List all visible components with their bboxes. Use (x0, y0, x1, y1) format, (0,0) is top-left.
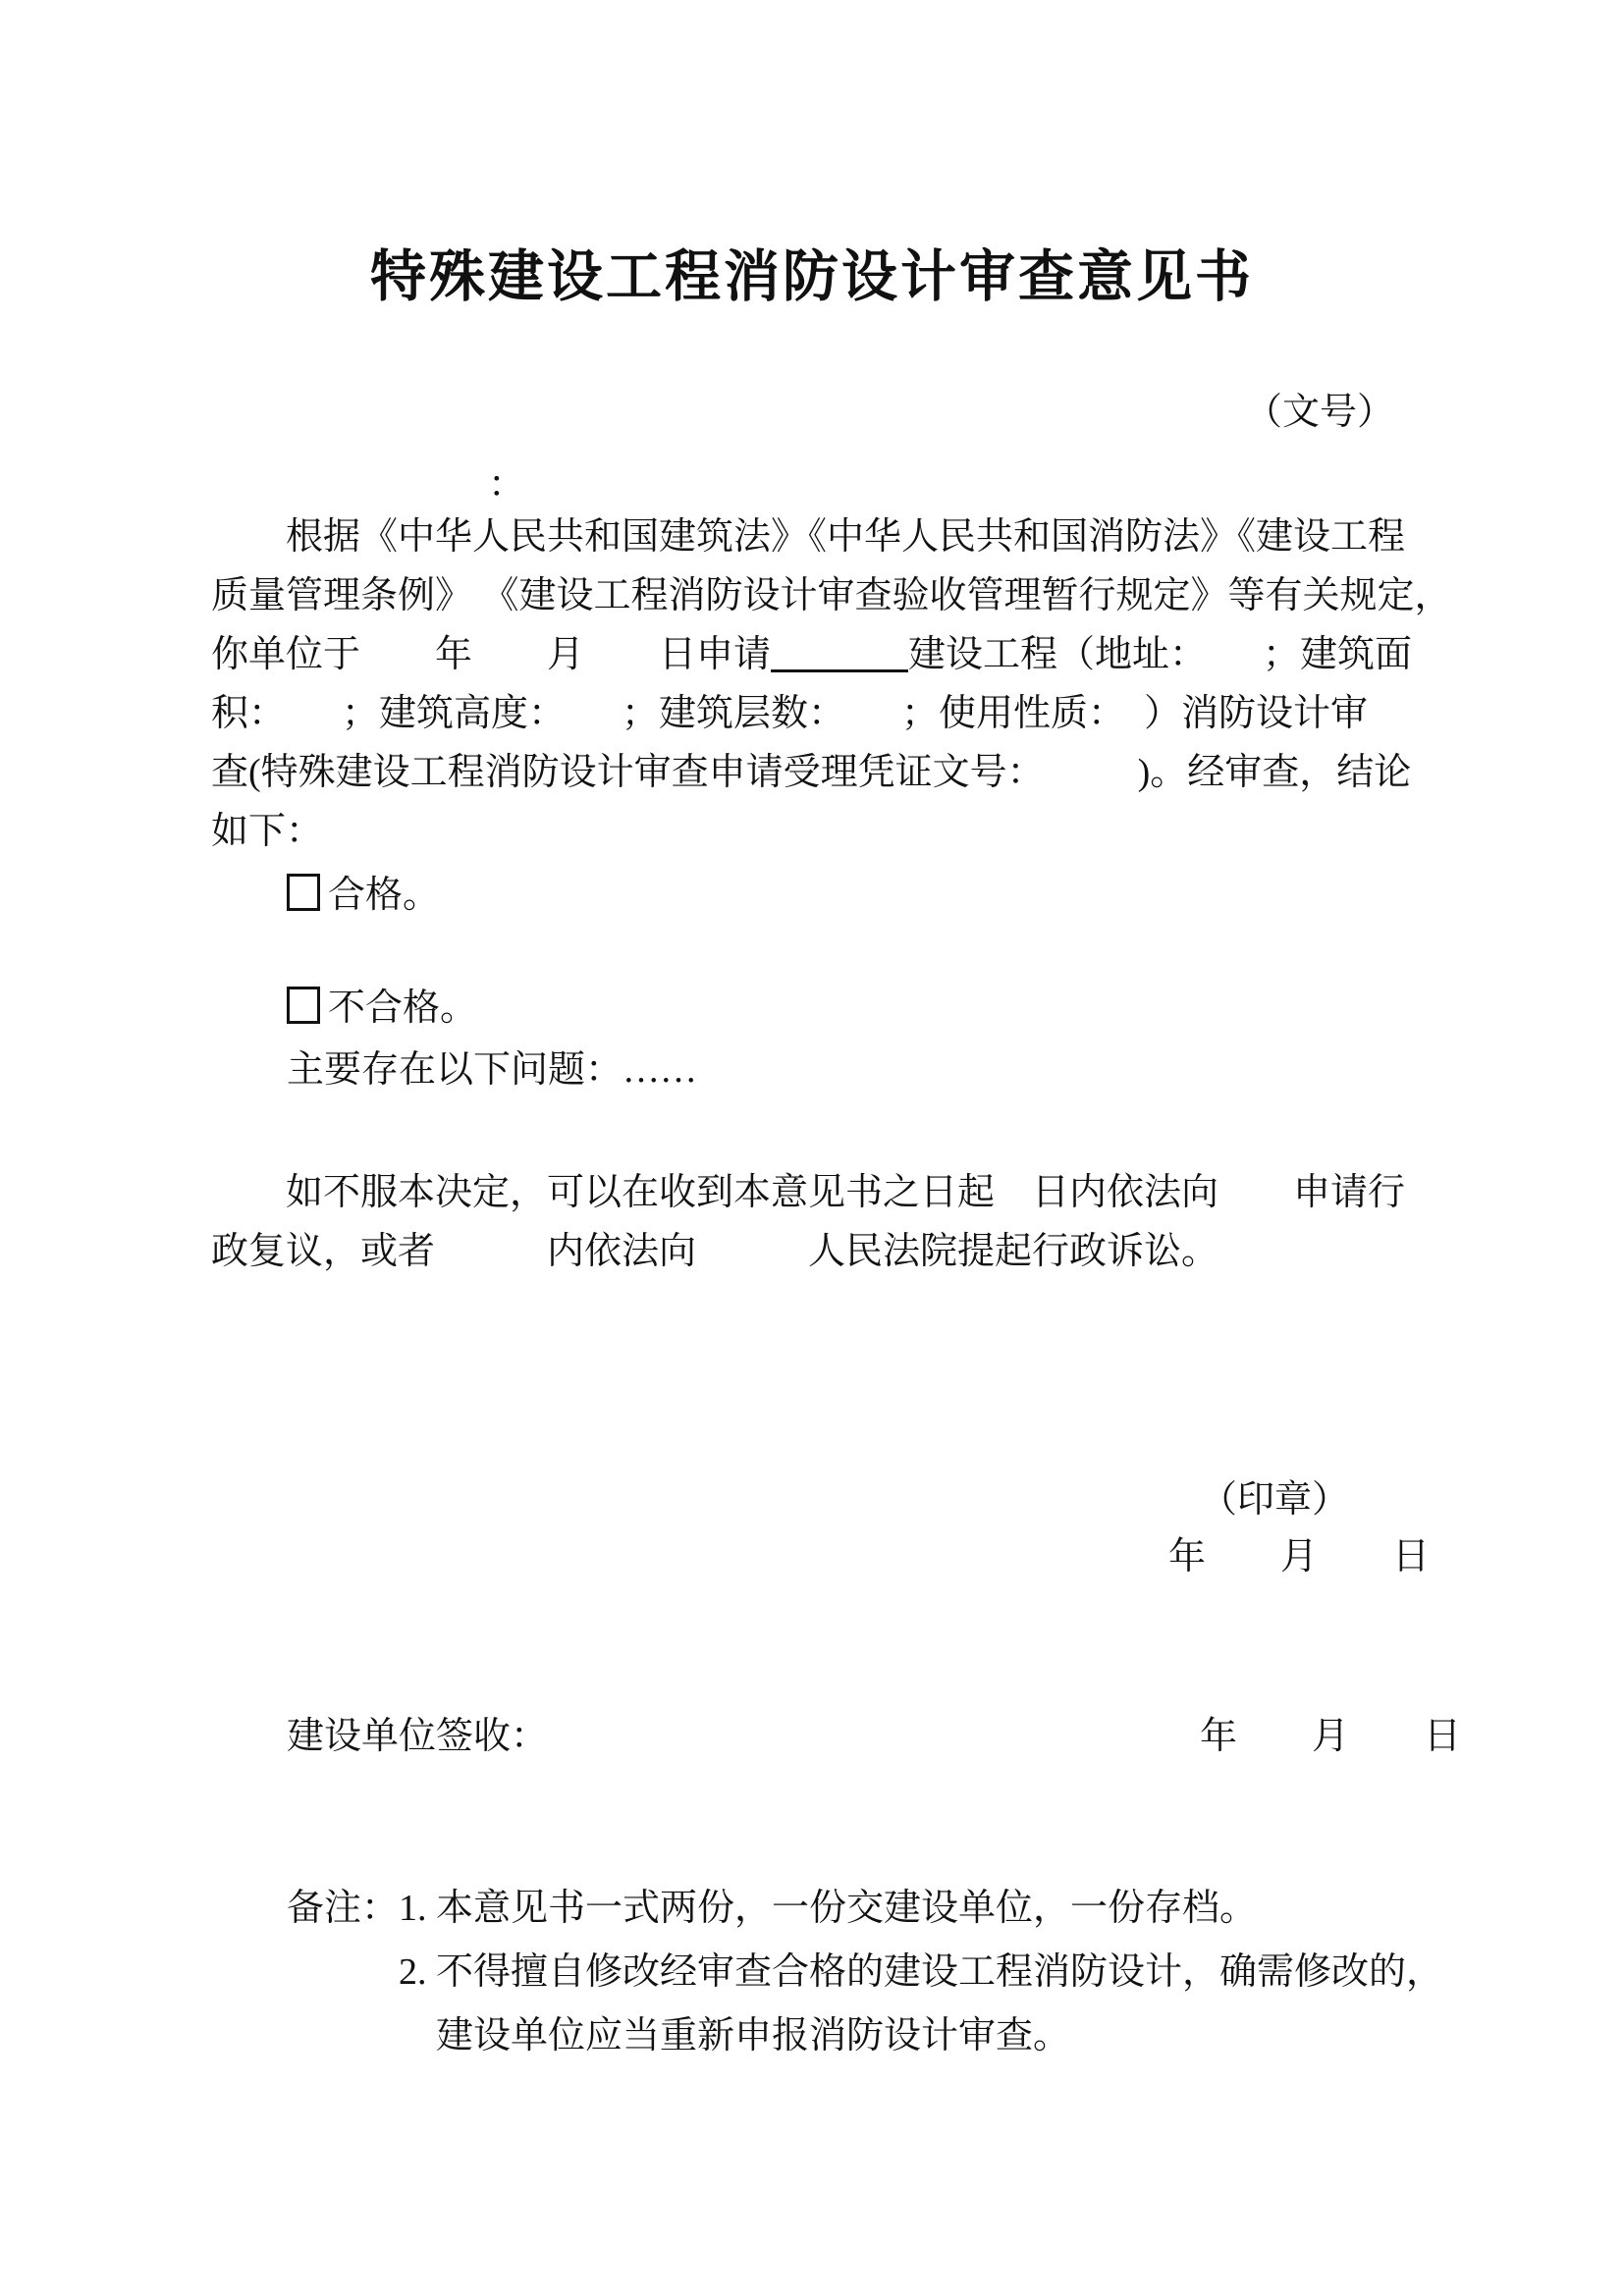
fail-checkbox-icon[interactable] (287, 987, 320, 1024)
receipt-date-blank: 年 月 日 (1200, 1716, 1462, 1757)
notes-label: 备注： (287, 1888, 400, 1929)
issuer-date-blank: 年 月 日 (1168, 1536, 1431, 1577)
note-item-2-line-2: 建设单位应当重新申报消防设计审查。 (436, 2015, 1071, 2056)
conclusion-option-fail (287, 977, 477, 1031)
intro-line-6: 如下： (211, 811, 324, 852)
intro-line-3-prefix: 你单位于 年 月 日申请 (211, 634, 772, 675)
addressee-colon: ： (488, 464, 526, 506)
note-item-2-line-1: 2. 不得擅自修改经审查合格的建设工程消防设计，确需修改的， (399, 1951, 1444, 1993)
appeal-paragraph (211, 1163, 1450, 1281)
intro-paragraph (211, 507, 1450, 861)
notes-items (399, 1877, 1494, 2068)
intro-line-1: 根据《中华人民共和国建筑法》《中华人民共和国消防法》《建设工程 (286, 516, 1406, 558)
pass-checkbox-icon[interactable] (287, 874, 320, 911)
intro-line-5: 查(特殊建设工程消防设计审查申请受理凭证文号： )。经审查，结论 (211, 752, 1412, 793)
appeal-line-1: 如不服本决定，可以在收到本意见书之日起 日内依法向 申请行 (286, 1172, 1406, 1213)
note-item-1: 1. 本意见书一式两份，一份交建设单位，一份存档。 (399, 1888, 1258, 1929)
fail-option-label: 不合格。 (328, 988, 478, 1029)
doc-number-placeholder: （文号） (1244, 392, 1394, 433)
receipt-sign-label: 建设单位签收： (287, 1716, 549, 1757)
conclusion-option-pass (287, 864, 440, 918)
fail-problems-note: 主要存在以下问题：…… (287, 1049, 698, 1091)
intro-line-3-suffix: 建设工程（地址： ；建筑面 (908, 634, 1413, 675)
intro-line-2: 质量管理条例》 《建设工程消防设计审查验收管理暂行规定》等有关规定， (211, 575, 1452, 616)
project-name-blank-field (771, 669, 908, 672)
document-title: 特殊建设工程消防设计审查意见书 (370, 246, 1254, 308)
notes-section (287, 1877, 1494, 2068)
intro-line-3 (211, 625, 1450, 684)
intro-line-4: 积： ；建筑高度： ；建筑层数： ；使用性质： ）消防设计审 (211, 693, 1369, 734)
issuer-seal-placeholder: （印章） (1200, 1479, 1350, 1521)
appeal-line-2: 政复议，或者 内依法向 人民法院提起行政诉讼。 (211, 1231, 1219, 1272)
pass-option-label: 合格。 (328, 875, 441, 916)
